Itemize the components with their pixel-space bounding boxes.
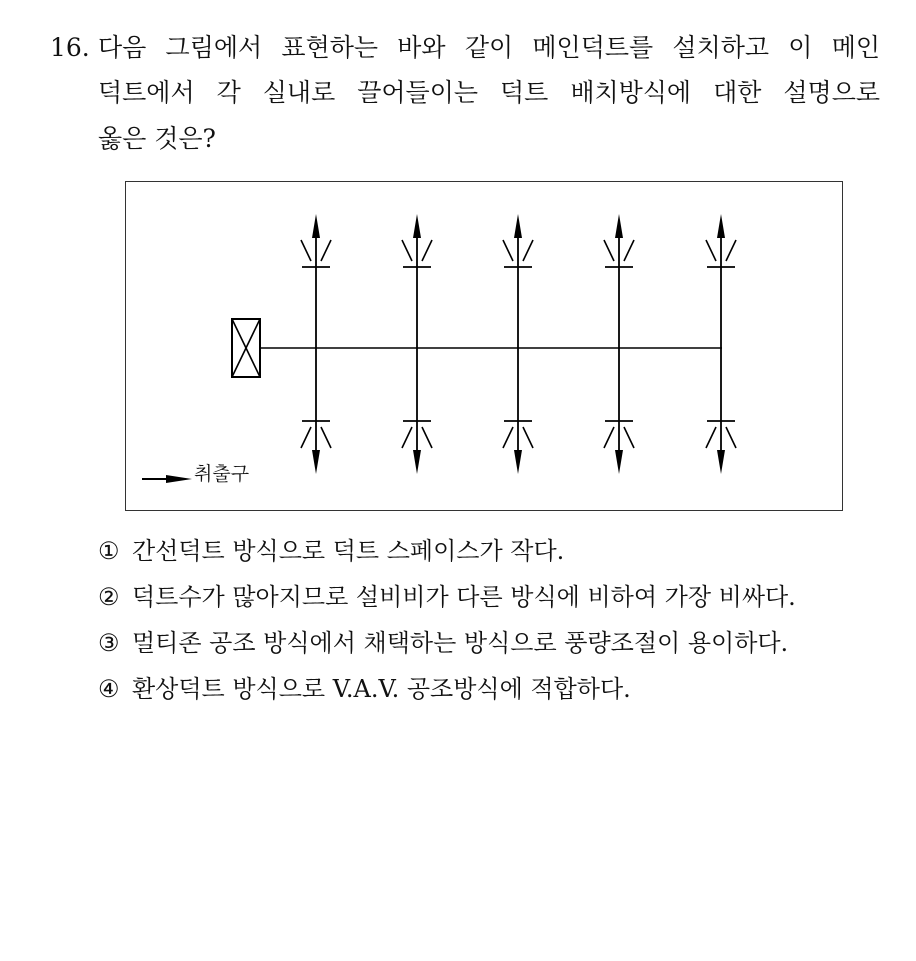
question-text-line-3: 옳은 것은? xyxy=(98,124,216,153)
branch-duct-1 xyxy=(301,214,331,474)
outlet-down-1 xyxy=(301,421,331,474)
branch-duct-4 xyxy=(604,214,634,474)
choice-3-marker: ③ xyxy=(98,629,120,657)
choice-1-marker: ① xyxy=(98,537,120,565)
outlet-up-2 xyxy=(402,214,432,267)
question-text-line-2: 덕트에서 각 실내로 끌어들이는 덕트 배치방식에 대한 설명으로 xyxy=(98,78,880,107)
outlet-down-5 xyxy=(706,421,736,474)
air-handler-unit xyxy=(232,319,260,377)
choice-3-text: 멀티존 공조 방식에서 채택하는 방식으로 풍량조절이 용이하다. xyxy=(132,629,789,657)
choice-4[interactable] xyxy=(98,674,631,704)
choice-2[interactable] xyxy=(98,582,796,612)
duct-diagram xyxy=(125,181,843,511)
outlet-down-3 xyxy=(503,421,533,474)
outlet-up-3 xyxy=(503,214,533,267)
choice-1-text: 간선덕트 방식으로 덕트 스페이스가 작다. xyxy=(132,537,565,565)
question-number: 16. xyxy=(50,33,90,62)
branch-duct-5 xyxy=(706,214,736,474)
question-text-line-1: 다음 그림에서 표현하는 바와 같이 메인덕트를 설치하고 이 메인 xyxy=(98,33,880,62)
choice-2-text: 덕트수가 많아지므로 설비비가 다른 방식에 비하여 가장 비싸다. xyxy=(132,583,796,611)
outlet-up-5 xyxy=(706,214,736,267)
branch-ducts xyxy=(301,214,736,474)
outlet-down-2 xyxy=(402,421,432,474)
outlet-down-4 xyxy=(604,421,634,474)
choice-4-text: 환상덕트 방식으로 V.A.V. 공조방식에 적합하다. xyxy=(132,675,631,703)
choice-2-marker: ② xyxy=(98,583,120,611)
branch-duct-3 xyxy=(503,214,533,474)
outlet-up-1 xyxy=(301,214,331,267)
choice-3[interactable] xyxy=(98,628,788,658)
branch-duct-2 xyxy=(402,214,432,474)
choice-1[interactable] xyxy=(98,536,564,566)
legend-label: 취출구 xyxy=(194,463,250,485)
outlet-up-4 xyxy=(604,214,634,267)
choice-4-marker: ④ xyxy=(98,675,120,703)
legend-arrow xyxy=(142,475,192,483)
